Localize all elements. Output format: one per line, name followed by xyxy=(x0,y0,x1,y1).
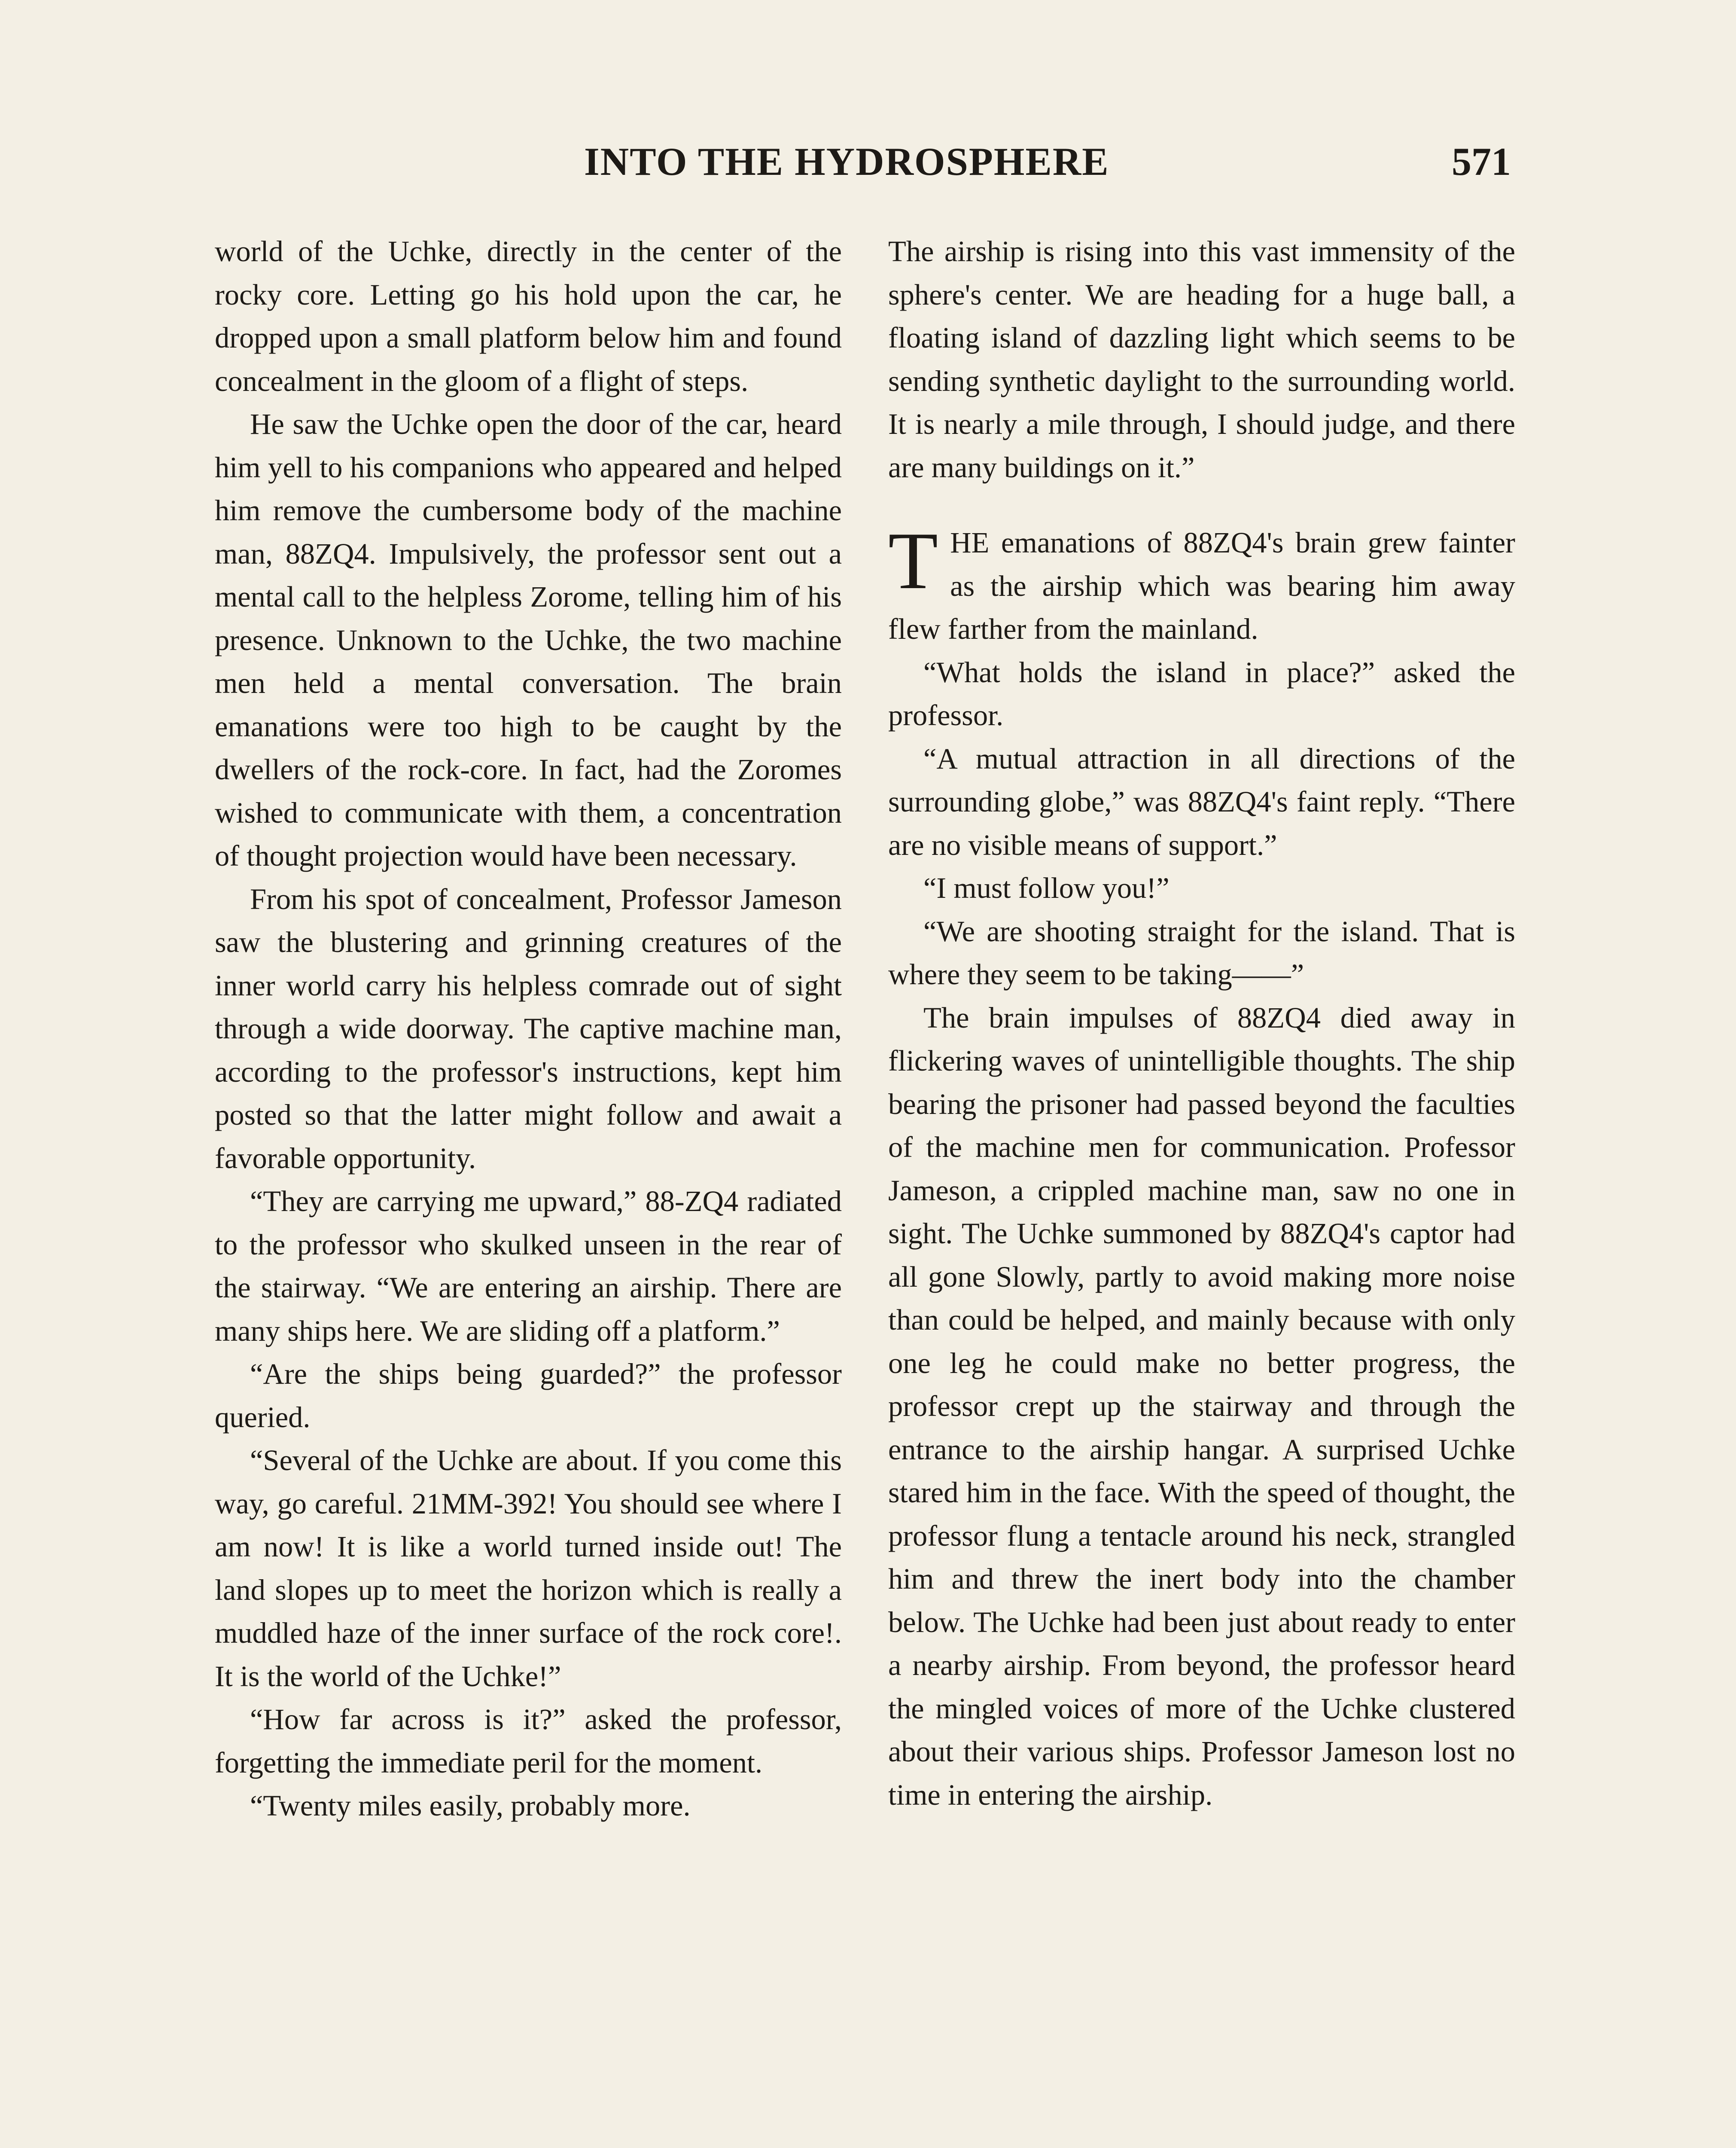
paragraph: “A mutual attraction in all directions of the surrounding globe,” was 88ZQ4's faint reply. “There are no visible means of support.” xyxy=(888,742,1515,861)
section-opening-text: HE emanations of 88ZQ4's brain grew fainter as the airship which was bearing him away flew farther from the mainland. xyxy=(888,526,1515,645)
paragraph: “Several of the Uchke are about. If you come this way, go careful. 21MM-392! You should see where I am now! It is like a world turned inside out! The land slopes up to meet the horizon which is really a muddled haze of the inner surface of the rock core!. It is the world of the Uchke!” xyxy=(215,1444,842,1693)
paragraph: “I must follow you!” xyxy=(923,872,1170,904)
right-column xyxy=(888,230,1515,1816)
paragraph: The brain impulses of 88ZQ4 died away in flickering waves of unintelligible thoughts. The ship bearing the prisoner had passed beyond the faculties of the machine men for communication. Professor Jameson, a crippled machine man, saw no one in sight. The Uchke summoned by 88ZQ4's captor had all gone Slowly, partly to avoid making more noise than could be helped, and mainly because with only one leg he could make no better progress, the professor crept up the stairway and through the entrance to the airship hangar. A surprised Uchke stared him in the face. With the speed of thought, the professor flung a tentacle around his neck, strangled him and threw the inert body into the chamber below. The Uchke had been just about ready to enter a nearby airship. From beyond, the professor heard the mingled voices of more of the Uchke clustered about their various ships. Professor Jameson lost no time in entering the airship. xyxy=(888,1001,1515,1811)
drop-cap: T xyxy=(888,516,938,606)
paragraph: The airship is rising into this vast immensity of the sphere's center. We are heading for a huge ball, a floating island of dazzling light which seems to be sending synthetic daylight to the surrounding world. It is nearly a mile through, I should judge, and there are many buildings on it.” xyxy=(888,235,1515,484)
paragraph: He saw the Uchke open the door of the car, heard him yell to his companions who appeared and helped him remove the cumbersome body of the machine man, 88ZQ4. Impulsively, the professor sent out a mental call to the helpless Zorome, telling him of his presence. Unknown to the Uchke, the two machine men held a mental conversation. The brain emanations were too high to be caught by the dwellers of the rock-core. In fact, had the Zoromes wished to communicate with them, a concentration of thought projection would have been necessary. xyxy=(215,408,842,872)
paragraph: “What holds the island in place?” asked the professor. xyxy=(888,656,1515,732)
paragraph: “We are shooting straight for the island. That is where they seem to be taking——” xyxy=(888,915,1515,991)
paragraph: From his spot of concealment, Professor Jameson saw the blustering and grinning creatures of the inner world carry his helpless comrade out of sight through a wide doorway. The captive machine man, according to the professor's instructions, kept him posted so that the latter might follow and await a favorable opportunity. xyxy=(215,882,842,1175)
section-opening-paragraph xyxy=(888,516,1515,651)
paragraph: “How far across is it?” asked the professor, forgetting the immediate peril for the moment. xyxy=(215,1703,842,1779)
running-title: INTO THE HYDROSPHERE xyxy=(584,140,1109,183)
paragraph: “Are the ships being guarded?” the professor queried. xyxy=(215,1358,842,1434)
paragraph: world of the Uchke, directly in the center of the rocky core. Letting go his hold upon the car, he dropped upon a small platform below him and found concealment in the gloom of a flight of steps. xyxy=(215,235,842,397)
paragraph: “They are carrying me upward,” 88-ZQ4 radiated to the professor who skulked unseen in the rear of the stairway. “We are entering an airship. There are many ships here. We are sliding off a platform.” xyxy=(215,1185,842,1347)
paragraph: “Twenty miles easily, probably more. xyxy=(250,1789,691,1822)
page-number: 571 xyxy=(1452,140,1511,183)
left-column xyxy=(215,230,842,1828)
